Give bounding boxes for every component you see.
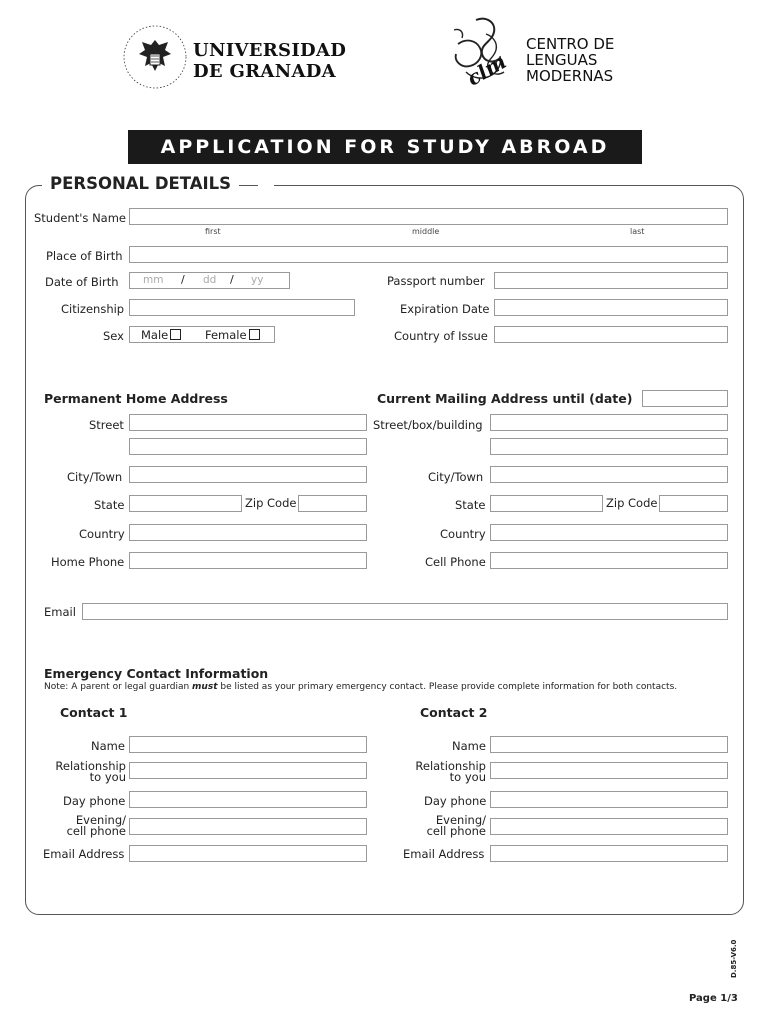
perm-street-field-2[interactable] — [129, 438, 367, 455]
mail-state-label: State — [455, 498, 486, 512]
cell-phone-label: Cell Phone — [425, 555, 486, 569]
mailing-address-heading: Current Mailing Address until (date) — [377, 391, 633, 406]
male-label: Male — [141, 328, 169, 342]
c1-eve-line1: Evening/ — [75, 813, 126, 827]
c1-relationship-label — [40, 761, 126, 783]
c2-rel-line1: Relationship — [415, 759, 486, 773]
date-of-birth-label: Date of Birth — [45, 275, 119, 289]
perm-street-label: Street — [89, 418, 124, 432]
c2-email-label: Email Address — [403, 847, 485, 861]
name-middle-hint: middle — [412, 227, 440, 236]
c1-evening-field[interactable] — [129, 818, 367, 835]
c1-name-label: Name — [91, 739, 125, 753]
emergency-heading: Emergency Contact Information — [44, 666, 269, 681]
perm-zip-field[interactable] — [298, 495, 367, 512]
mail-country-field[interactable] — [490, 524, 728, 541]
students-name-field[interactable] — [129, 208, 728, 225]
perm-city-label: City/Town — [67, 470, 123, 484]
mailing-until-date-field[interactable] — [642, 390, 728, 407]
mail-street-field[interactable] — [490, 414, 728, 431]
note-pre: Note: A parent or legal guardian — [44, 682, 193, 692]
sex-field — [129, 326, 275, 343]
c1-day-phone-label: Day phone — [63, 794, 126, 808]
perm-state-field[interactable] — [129, 495, 242, 512]
c2-rel-line2: to you — [449, 770, 486, 784]
male-checkbox[interactable] — [170, 329, 181, 340]
clm-monogram: clm — [462, 49, 511, 91]
contact2-heading: Contact 2 — [420, 705, 488, 720]
clm-name-line2: LENGUAS — [526, 51, 598, 69]
c1-rel-line2: to you — [89, 770, 126, 784]
emergency-note — [44, 682, 677, 692]
date-of-birth-field[interactable] — [129, 272, 290, 289]
note-post: be listed as your primary emergency contact. Please provide complete information for both contacts. — [217, 682, 678, 692]
personal-details-heading: PERSONAL DETAILS — [42, 174, 239, 193]
c1-eve-line2: cell phone — [66, 824, 126, 838]
c2-day-phone-label: Day phone — [424, 794, 487, 808]
note-emphasis: must — [192, 682, 218, 692]
dob-mm: mm — [143, 274, 164, 286]
form-title: APPLICATION FOR STUDY ABROAD — [128, 130, 642, 164]
sex-label: Sex — [103, 329, 124, 343]
female-checkbox[interactable] — [249, 329, 260, 340]
mail-city-field[interactable] — [490, 466, 728, 483]
permanent-address-heading: Permanent Home Address — [44, 391, 228, 406]
clm-name-line1: CENTRO DE — [526, 35, 615, 53]
c1-rel-line1: Relationship — [55, 759, 126, 773]
form-code: D.85-V6.0 — [730, 939, 738, 978]
perm-state-label: State — [94, 498, 125, 512]
name-last-hint: last — [630, 227, 645, 236]
c1-relationship-field[interactable] — [129, 762, 367, 779]
c2-name-field[interactable] — [490, 736, 728, 753]
mail-state-field[interactable] — [490, 495, 603, 512]
clm-logo — [446, 14, 526, 96]
country-of-issue-field[interactable] — [494, 326, 728, 343]
c2-evening-field[interactable] — [490, 818, 728, 835]
mail-street-label: Street/box/building — [373, 418, 483, 432]
c1-name-field[interactable] — [129, 736, 367, 753]
home-phone-label: Home Phone — [51, 555, 125, 569]
c2-email-field[interactable] — [490, 845, 728, 862]
dob-sep-1: / — [181, 273, 185, 286]
country-of-issue-label: Country of Issue — [394, 329, 488, 343]
home-phone-field[interactable] — [129, 552, 367, 569]
c2-name-label: Name — [452, 739, 486, 753]
perm-zip-label: Zip Code — [245, 496, 297, 510]
cell-phone-field[interactable] — [490, 552, 728, 569]
c2-day-phone-field[interactable] — [490, 791, 728, 808]
citizenship-field[interactable] — [129, 299, 355, 316]
male-option[interactable] — [141, 328, 181, 342]
email-field[interactable] — [82, 603, 728, 620]
place-of-birth-field[interactable] — [129, 246, 728, 263]
university-name-line2: DE GRANADA — [193, 61, 336, 82]
university-name — [193, 40, 346, 82]
c1-email-label: Email Address — [43, 847, 125, 861]
c2-eve-line2: cell phone — [426, 824, 486, 838]
name-first-hint: first — [205, 227, 221, 236]
female-option[interactable] — [205, 328, 260, 342]
c2-relationship-label — [400, 761, 486, 783]
perm-country-field[interactable] — [129, 524, 367, 541]
c2-eve-line1: Evening/ — [435, 813, 486, 827]
perm-country-label: Country — [79, 527, 125, 541]
place-of-birth-label: Place of Birth — [46, 249, 123, 263]
passport-number-label: Passport number — [387, 274, 485, 288]
page-number: Page 1/3 — [689, 993, 738, 1004]
c1-evening-label — [40, 815, 126, 837]
c1-day-phone-field[interactable] — [129, 791, 367, 808]
contact1-heading: Contact 1 — [60, 705, 128, 720]
female-label: Female — [205, 328, 247, 342]
dob-dd: dd — [203, 274, 217, 286]
clm-name-line3: MODERNAS — [526, 67, 614, 85]
passport-number-field[interactable] — [494, 272, 728, 289]
email-label: Email — [44, 605, 76, 619]
mail-zip-label: Zip Code — [606, 496, 658, 510]
dob-sep-2: / — [230, 273, 234, 286]
citizenship-label: Citizenship — [61, 302, 125, 316]
mail-city-label: City/Town — [428, 470, 484, 484]
frame-gap — [258, 180, 274, 190]
c2-relationship-field[interactable] — [490, 762, 728, 779]
university-name-line1: UNIVERSIDAD — [193, 40, 347, 61]
mail-country-label: Country — [440, 527, 486, 541]
mail-street-field-2[interactable] — [490, 438, 728, 455]
perm-street-field[interactable] — [129, 414, 367, 431]
expiration-date-field[interactable] — [494, 299, 728, 316]
university-seal-logo — [120, 22, 190, 96]
c2-evening-label — [400, 815, 486, 837]
perm-city-field[interactable] — [129, 466, 367, 483]
expiration-date-label: Expiration Date — [400, 302, 490, 316]
c1-email-field[interactable] — [129, 845, 367, 862]
clm-name — [526, 36, 614, 84]
dob-yy: yy — [251, 274, 264, 286]
students-name-label: Student's Name — [34, 211, 127, 225]
mail-zip-field[interactable] — [659, 495, 728, 512]
